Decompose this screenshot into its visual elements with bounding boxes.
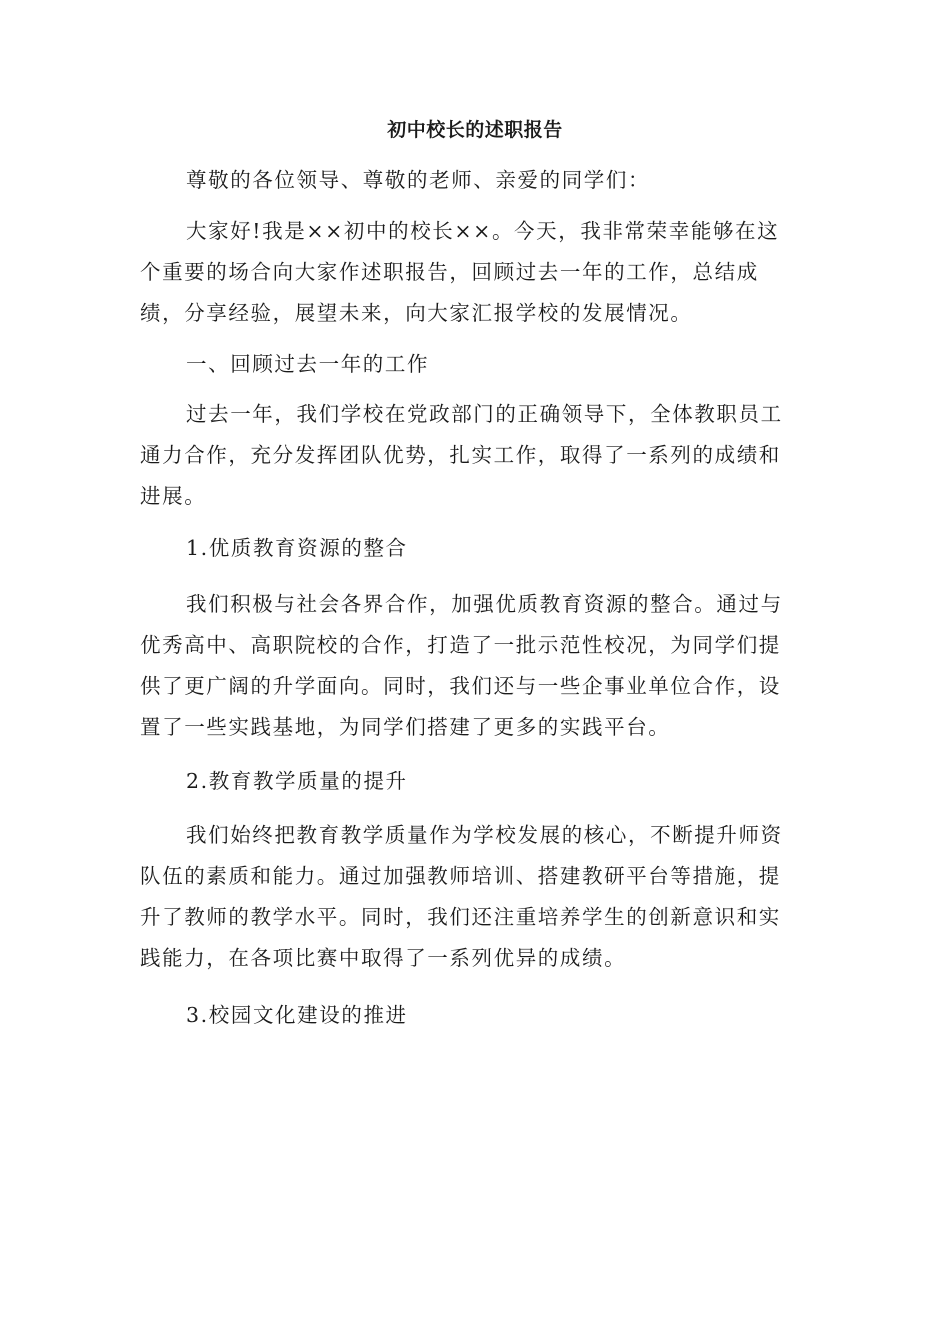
teaching-quality-paragraph: 我们始终把教育教学质量作为学校发展的核心，不断提升师资队伍的素质和能力。通过加强教师培训、搭建教研平台等措施，提升了教师的教学水平。同时，我们还注重培养学生的创新意识和实践能力，在各项比赛中取得了一系列优异的成绩。 (140, 823, 783, 970)
resource-integration-paragraph: 我们积极与社会各界合作，加强优质教育资源的整合。通过与优秀高中、高职院校的合作，打造了一批示范性校况，为同学们提供了更广阔的升学面向。同时，我们还与一些企事业单位合作，设置了一些实践基地，为同学们搭建了更多的实践平台。 (140, 592, 783, 739)
intro-paragraph: 大家好!我是××初中的校长××。今天，我非常荣幸能够在这个重要的场合向大家作述职报告，回顾过去一年的工作，总结成绩，分享经验，展望未来，向大家汇报学校的发展情况。 (140, 219, 780, 325)
salutation-paragraph: 尊敬的各位领导、尊敬的老师、亲爱的同学们： (186, 168, 651, 192)
subheading-resource-integration: 1.优质教育资源的整合 (186, 536, 408, 560)
subheading-campus-culture: 3.校园文化建设的推进 (186, 1003, 408, 1027)
subheading-teaching-quality: 2.教育教学质量的提升 (186, 769, 408, 793)
document-title: 初中校长的述职报告 (387, 119, 563, 141)
section-heading-review: 一、回顾过去一年的工作 (186, 352, 430, 376)
section-review-paragraph: 过去一年，我们学校在党政部门的正确领导下，全体教职员工通力合作，充分发挥团队优势，扎实工作，取得了一系列的成绩和进展。 (140, 402, 783, 508)
